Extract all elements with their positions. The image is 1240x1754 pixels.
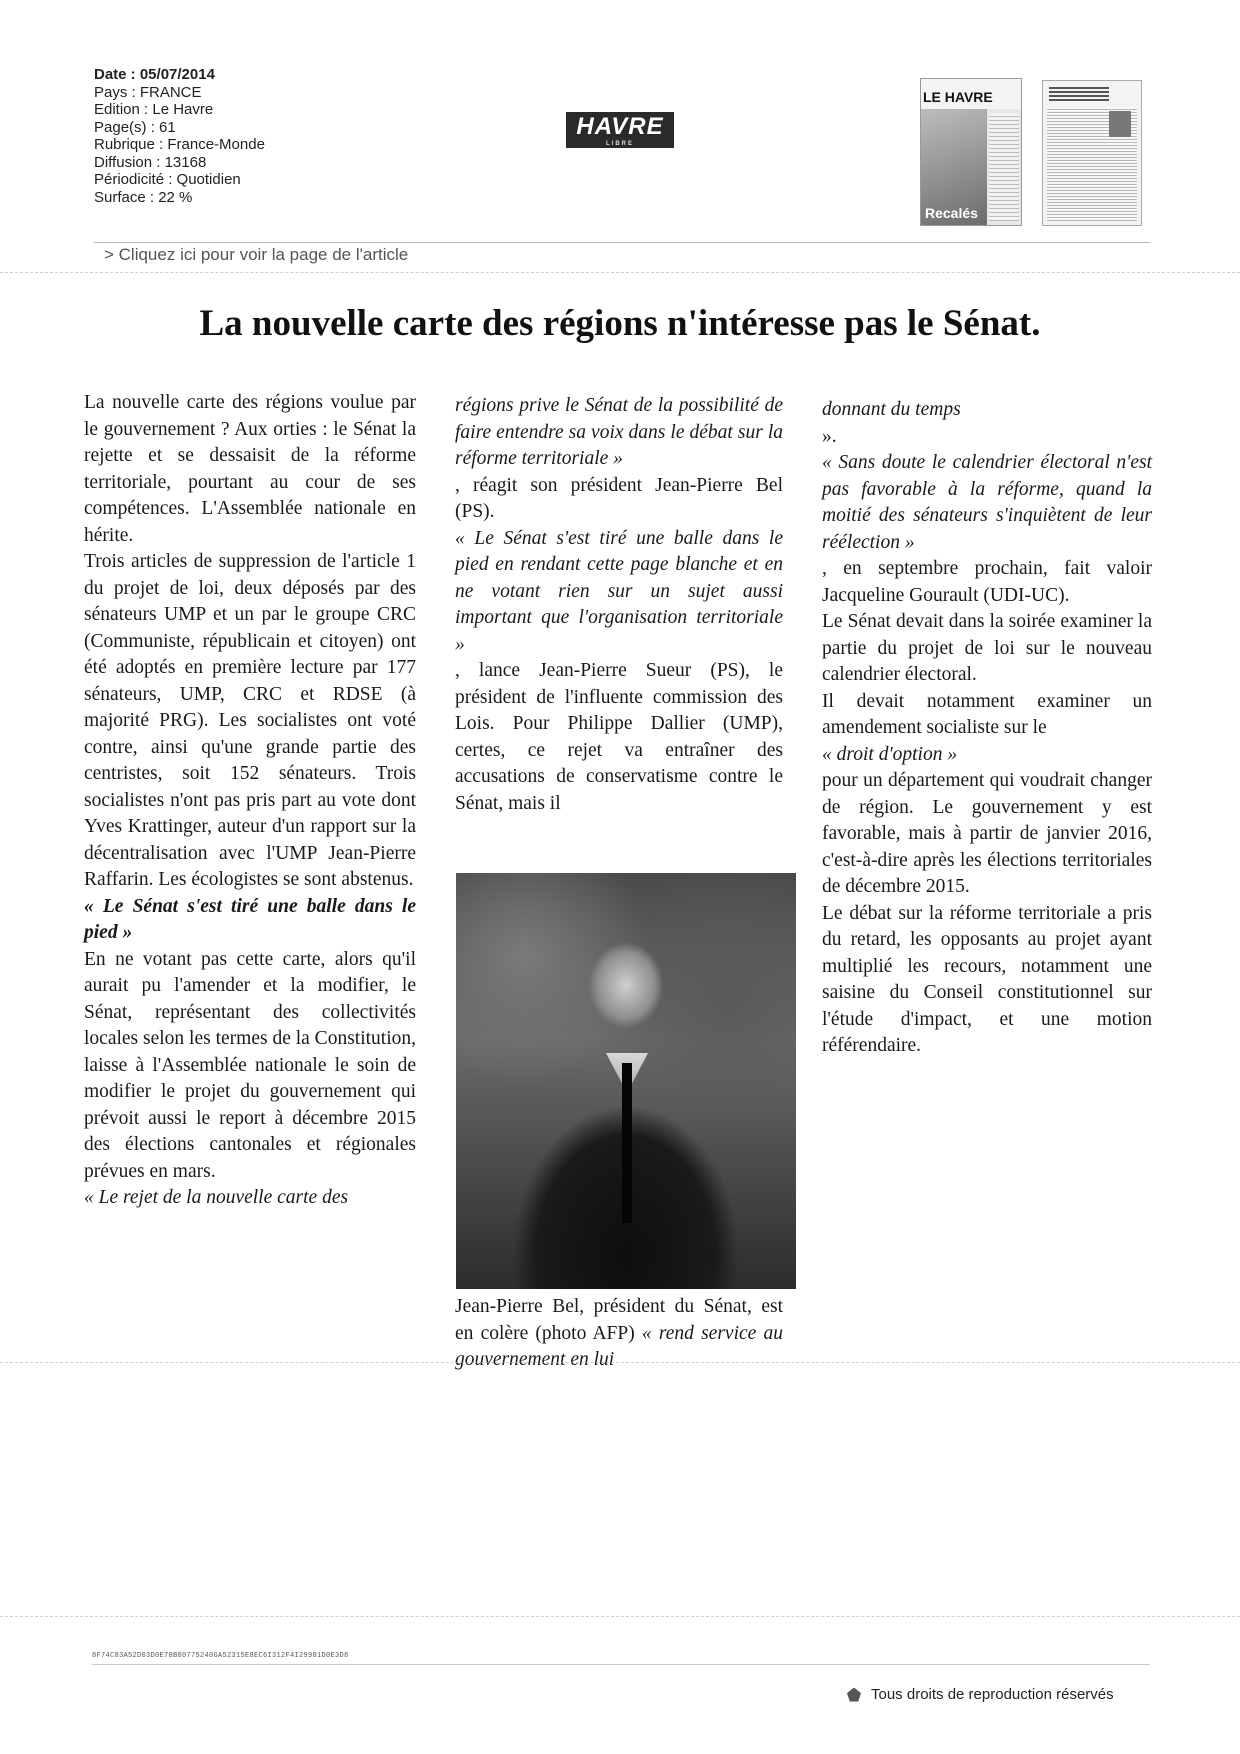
logo-sub: LIBRE xyxy=(606,141,634,147)
meta-pays: Pays : FRANCE xyxy=(94,83,202,101)
quote: « Sans doute le calendrier électoral n'est pas favorable à la réforme, quand la moitié des sénateurs s'inquiètent de leur réélection » xyxy=(822,452,1152,553)
quote: « Le rejet de la nouvelle carte des xyxy=(84,1187,349,1208)
caption-quote: « rend service au gouvernement en lui xyxy=(455,1322,783,1370)
paragraph: , réagit son président Jean-Pierre Bel (PS). xyxy=(455,474,783,522)
scan-line xyxy=(0,1616,1240,1617)
quote: donnant du temps xyxy=(822,399,961,420)
meta-rubrique: Rubrique : France-Monde xyxy=(94,136,265,153)
paragraph: pour un département qui voudrait changer de région. Le gouvernement y est favorable, mais à partir de janvier 2016, c'est-à-dire après les élections territoriales de décembre 2015. xyxy=(822,770,1152,897)
photo-tie xyxy=(622,1063,632,1223)
paragraph: Le débat sur la réforme territoriale a pris du retard, les opposants au projet ayant multiplié les recours, notamment une saisine du Conseil constitutionnel sur l'étude d'impact, et une motion référendaire. xyxy=(822,902,1152,1056)
rights-notice xyxy=(847,1686,1114,1703)
document-code: 8F74C83A52D03D0E70B00775240GA52315E8EC6I312F4I29981D0E3D8 xyxy=(92,1652,349,1660)
view-article-page-link[interactable]: > Cliquez ici pour voir la page de l'article xyxy=(104,245,409,264)
front-page-thumbnail[interactable] xyxy=(920,78,1022,226)
paragraph: , lance Jean-Pierre Sueur (PS), le président de l'influente commission des Lois. Pour Philippe Dallier (UMP), certes, ce rejet va entraîner des accusations de conservatisme contre le Sénat, mais il xyxy=(455,660,783,814)
meta-surface: Surface : 22 % xyxy=(94,188,193,206)
meta-diffusion: Diffusion : 13168 xyxy=(94,153,207,171)
paragraph: Le Sénat devait dans la soirée examiner la partie du projet de loi sur le nouveau calendrier électoral. xyxy=(822,611,1152,685)
paragraph: En ne votant pas cette carte, alors qu'il aurait pu l'amender et la modifier, le Sénat, représentant des collectivités locales selon les termes de la Constitution, laisse à l'Assemblée nationale le soin de modifier le projet du gouvernement qui prévoit aussi le report à décembre 2015 des élections cantonales et régionales prévues en mars. xyxy=(84,948,416,1182)
header-divider xyxy=(94,242,1150,243)
logo-text: HAVRE xyxy=(576,113,664,140)
quote: « Le Sénat s'est tiré une balle dans le pied en rendant cette page blanche et en ne votant rien sur un sujet aussi important que l'organisation territoriale » xyxy=(455,527,783,655)
thumbnail-picture xyxy=(1109,111,1131,137)
meta-pages: Page(s) : 61 xyxy=(94,118,176,136)
thumbnail-text-column xyxy=(989,113,1019,221)
quote: régions prive le Sénat de la possibilité de faire entendre sa voix dans le débat sur la réforme territoriale » xyxy=(455,395,783,469)
meta-periodicite: Périodicité : Quotidien xyxy=(94,171,241,188)
paragraph: Il devait notamment examiner un amendement socialiste sur le xyxy=(822,690,1152,738)
paragraph: Trois articles de suppression de l'article 1 du projet de loi, deux déposés par des sénateurs UMP et un par le groupe CRC (Communiste, républicain et citoyen) ont été adoptés en première lecture par 177 sénateurs, UMP, CRC et RDSE (à majorité PRG). Les socialistes ont voté contre, ainsi qu'une grande partie des centristes, soit 152 sénateurs. Trois socialistes n'ont pas pris part au vote dont Yves Krattinger, auteur d'un rapport sur la décentralisation avec l'UMP Jean-Pierre Raffarin. Les écologistes se sont abstenus. xyxy=(84,551,416,890)
article-title: La nouvelle carte des régions n'intéresse pas le Sénat. xyxy=(199,303,1041,344)
press-metadata xyxy=(94,66,265,206)
paragraph: , en septembre prochain, fait valoir Jacqueline Gourault (UDI-UC). xyxy=(822,558,1152,606)
jean-pierre-bel-photo xyxy=(456,873,796,1289)
rights-icon xyxy=(847,1688,861,1702)
paragraph: La nouvelle carte des régions voulue par le gouvernement ? Aux orties : le Sénat la rejette et se dessaisit de la réforme territoriale, pourtant au cour de ses compétences. L'Assemblée nationale en hérite. xyxy=(84,392,416,546)
article-page-thumbnail[interactable] xyxy=(1042,80,1142,226)
thumbnail-title-lines xyxy=(1049,87,1109,101)
scan-line xyxy=(0,272,1240,273)
subheading-quote: « Le Sénat s'est tiré une balle dans le pied » xyxy=(84,895,416,943)
caption-text: Jean-Pierre Bel, président du Sénat, est en colère (photo AFP) xyxy=(455,1296,783,1344)
paragraph: ». xyxy=(822,425,837,447)
quote: « droit d'option » xyxy=(822,743,958,765)
meta-edition: Edition : Le Havre xyxy=(94,101,214,118)
havre-libre-logo xyxy=(566,112,674,148)
scan-line xyxy=(0,1362,1240,1363)
thumbnail-header: LE HAVRE xyxy=(921,79,1021,109)
rights-text: Tous droits de reproduction réservés xyxy=(871,1686,1114,1703)
footer-divider xyxy=(92,1664,1150,1665)
article-column-3 xyxy=(822,397,1152,1060)
article-column-1 xyxy=(84,390,416,1212)
thumbnail-caption: Recalés xyxy=(925,205,978,221)
article-column-2 xyxy=(455,393,783,817)
meta-date: Date : 05/07/2014 xyxy=(94,66,215,83)
